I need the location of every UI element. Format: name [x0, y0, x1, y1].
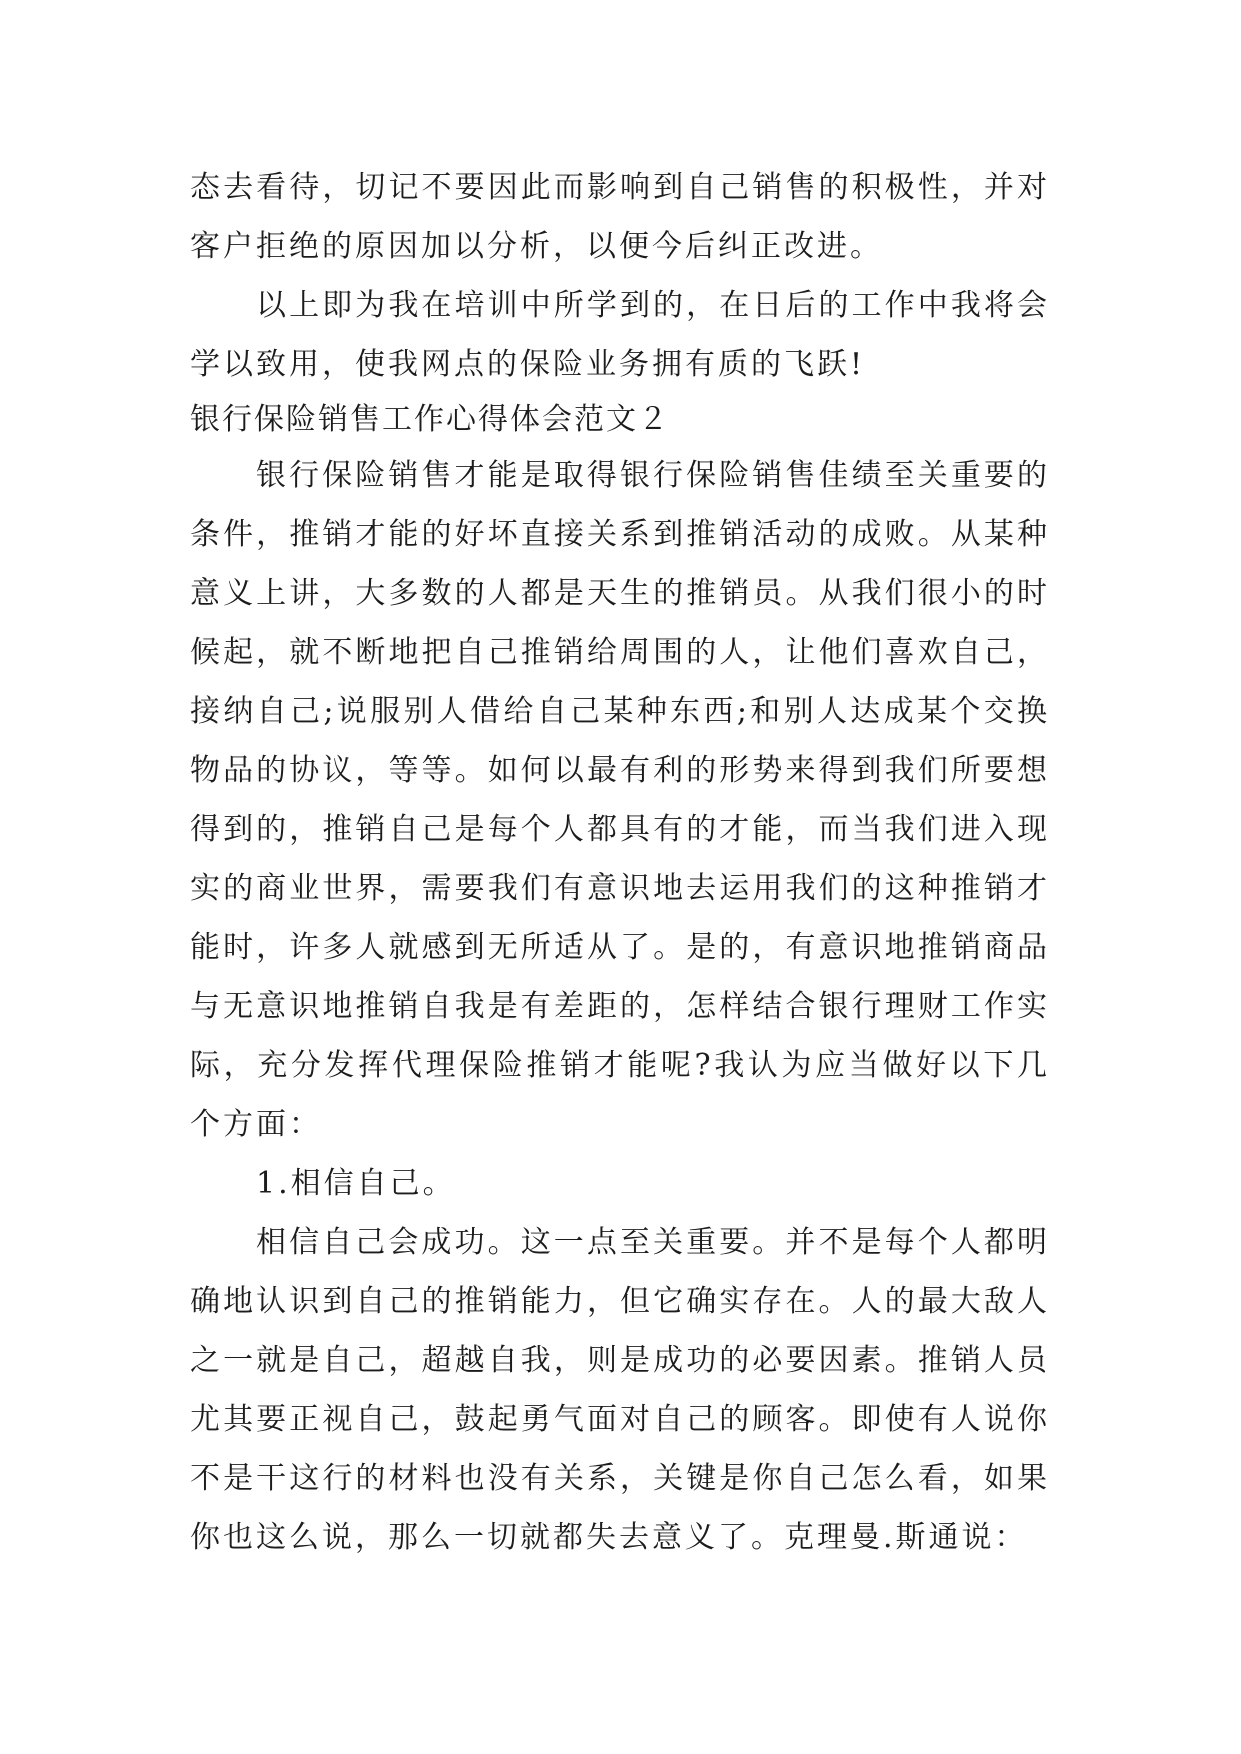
- paragraph-conclusion: 以上即为我在培训中所学到的，在日后的工作中我将会学以致用，使我网点的保险业务拥有质的飞跃!: [190, 288, 1050, 382]
- document-body: [190, 158, 1050, 1567]
- list-item-heading: 1.相信自己。: [256, 1166, 456, 1201]
- paragraph-intro: 银行保险销售才能是取得银行保险销售佳绩至关重要的条件，推销才能的好坏直接关系到推销活动的成败。从某种意义上讲，大多数的人都是天生的推销员。从我们很小的时候起，就不断地把自己推销给周围的人，让他们喜欢自己，接纳自己;说服别人借给自己某种东西;和别人达成某个交换物品的协议，等等。如何以最有利的形势来得到我们所要想得到的，推销自己是每个人都具有的才能，而当我们进入现实的商业世界，需要我们有意识地去运用我们的这种推销才能时，许多人就感到无所适从了。是的，有意识地推销商品与无意识地推销自我是有差距的，怎样结合银行理财工作实际，充分发挥代理保险推销才能呢?我认为应当做好以下几个方面：: [190, 458, 1050, 1142]
- paragraph-continuation: 态去看待，切记不要因此而影响到自己销售的积极性，并对客户拒绝的原因加以分析，以便今后纠正改进。: [190, 170, 1050, 264]
- section-heading: 银行保险销售工作心得体会范文２: [190, 402, 670, 437]
- paragraph-believe-yourself: 相信自己会成功。这一点至关重要。并不是每个人都明确地认识到自己的推销能力，但它确实存在。人的最大敌人之一就是自己，超越自我，则是成功的必要因素。推销人员尤其要正视自己，鼓起勇气面对自己的顾客。即使有人说你不是干这行的材料也没有关系，关键是你自己怎么看，如果你也这么说，那么一切就都失去意义了。克理曼.斯通说：: [190, 1225, 1050, 1555]
